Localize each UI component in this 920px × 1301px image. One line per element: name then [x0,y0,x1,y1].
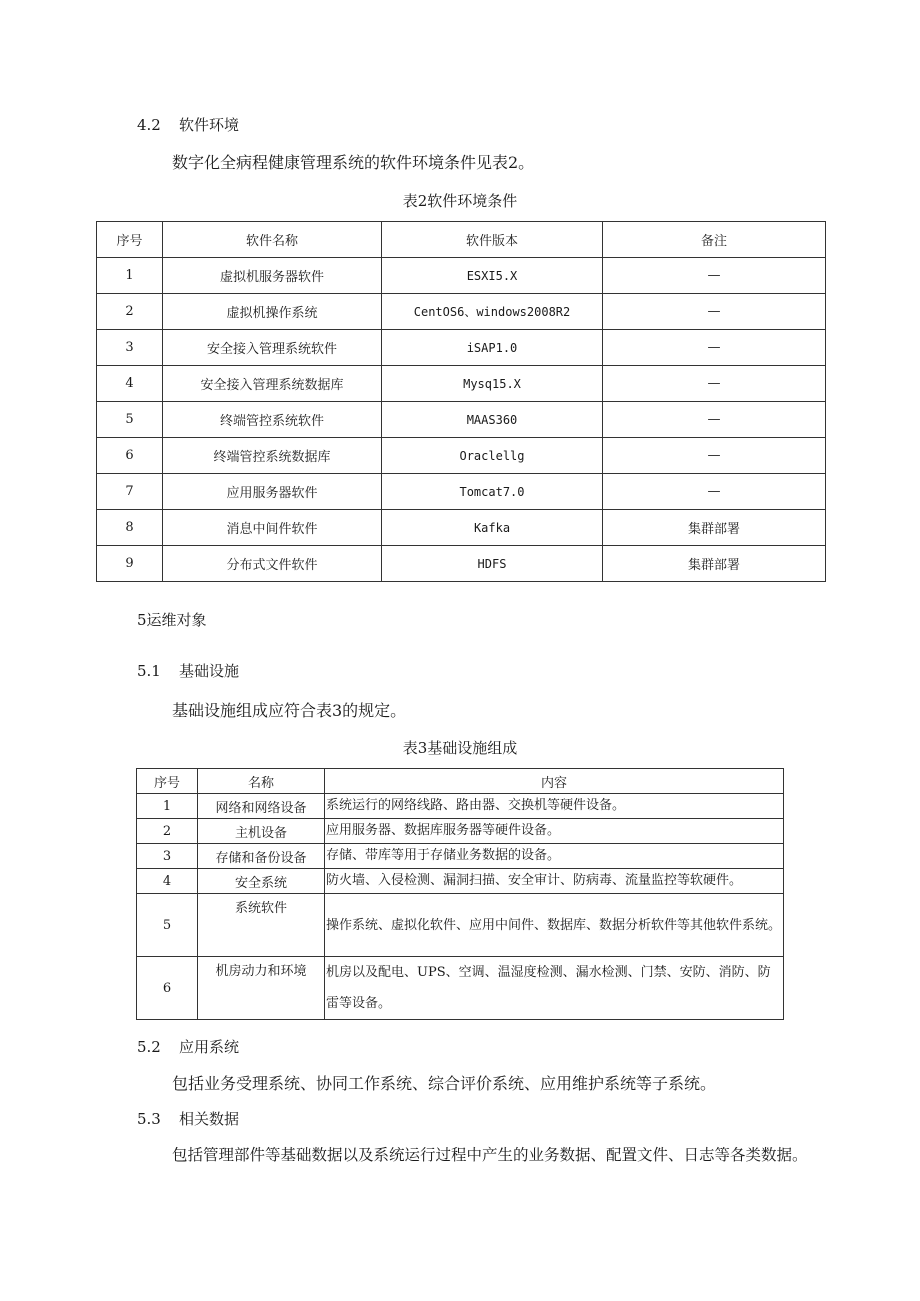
table-cell: Mysq15.X [382,366,603,402]
section-number: 5.2 [137,1038,161,1056]
paragraph-5-2: 包括业务受理系统、协同工作系统、综合评价系统、应用维护系统等子系统。 [172,1074,717,1093]
table-cell: Kafka [382,510,603,546]
table-cell: 存储、带库等用于存储业务数据的设备。 [325,844,784,869]
paragraph-5-3: 包括管理部件等基础数据以及系统运行过程中产生的业务数据、配置文件、日志等各类数据。 [172,1146,808,1164]
table-cell: 2 [137,819,198,844]
table-cell: 安全接入管理系统数据库 [163,366,382,402]
table-cell: 虚拟机操作系统 [163,294,382,330]
table-cell: 4 [137,869,198,894]
table-cell: ESXI5.X [382,258,603,294]
table-cell: 应用服务器软件 [163,474,382,510]
table-row [137,819,784,844]
infrastructure-table [136,768,784,1020]
table-cell: Oraclellg [382,438,603,474]
table-cell: 3 [137,844,198,869]
table-cell: 分布式文件软件 [163,546,382,582]
table-cell: 6 [137,957,198,1020]
table-cell: 集群部署 [603,546,826,582]
section-title: 相关数据 [179,1110,240,1128]
table-cell: — [603,330,826,366]
table-cell: 安全接入管理系统软件 [163,330,382,366]
table-cell: 机房以及配电、UPS、空调、温湿度检测、漏水检测、门禁、安防、消防、防雷等设备。 [325,957,784,1020]
table-cell: 虚拟机服务器软件 [163,258,382,294]
section-heading-4-2 [137,114,239,135]
table-cell: 防火墙、入侵检测、漏洞扫描、安全审计、防病毒、流量监控等软硬件。 [325,869,784,894]
table-row [97,330,826,366]
section-title: 应用系统 [179,1038,240,1056]
table-cell: 5 [137,894,198,957]
table-row [97,546,826,582]
table-row [97,474,826,510]
section-heading-5-3 [137,1108,239,1129]
table2-caption: 表2软件环境条件 [402,192,518,210]
header-cell: 内容 [325,769,784,794]
header-cell: 软件版本 [382,222,603,258]
header-cell: 备注 [603,222,826,258]
table-cell: — [603,438,826,474]
header-cell: 序号 [97,222,163,258]
table-cell: — [603,294,826,330]
table-cell: 终端管控系统软件 [163,402,382,438]
table-cell: CentOS6、windows2008R2 [382,294,603,330]
table-cell: 7 [97,474,163,510]
table3-caption: 表3基础设施组成 [402,739,518,757]
table-cell: 4 [97,366,163,402]
table-cell: iSAP1.0 [382,330,603,366]
table-cell: 9 [97,546,163,582]
table-cell: MAAS360 [382,402,603,438]
table-cell: HDFS [382,546,603,582]
section-title: 软件环境 [179,116,240,134]
table-row [97,366,826,402]
table-row [97,402,826,438]
table-cell: — [603,366,826,402]
table-cell: 机房动力和环境 [198,957,325,1020]
table-cell: 消息中间件软件 [163,510,382,546]
table-row [137,894,784,957]
section-title: 基础设施 [179,662,240,680]
table-header-row [137,769,784,794]
table-cell: 应用服务器、数据库服务器等硬件设备。 [325,819,784,844]
table-cell: 操作系统、虚拟化软件、应用中间件、数据库、数据分析软件等其他软件系统。 [325,894,784,957]
table-cell: 6 [97,438,163,474]
table-row [97,510,826,546]
table-cell: 安全系统 [198,869,325,894]
table-cell: 系统软件 [198,894,325,957]
table-cell: 1 [97,258,163,294]
table-cell: Tomcat7.0 [382,474,603,510]
table-cell: 终端管控系统数据库 [163,438,382,474]
software-environment-table [96,221,826,582]
table-cell: 系统运行的网络线路、路由器、交换机等硬件设备。 [325,794,784,819]
paragraph-intro-5-1: 基础设施组成应符合表3的规定。 [172,701,407,720]
table-cell: 1 [137,794,198,819]
table-cell: — [603,402,826,438]
table-row [137,957,784,1020]
section-number: 4.2 [137,116,161,134]
table-cell: — [603,474,826,510]
table-cell: 网络和网络设备 [198,794,325,819]
table-row [137,844,784,869]
table-cell: 存储和备份设备 [198,844,325,869]
table-cell: 8 [97,510,163,546]
table-cell: — [603,258,826,294]
table-cell: 主机设备 [198,819,325,844]
section-number: 5.1 [137,662,161,680]
table-header-row [97,222,826,258]
table-cell: 5 [97,402,163,438]
section-heading-5-1 [137,660,239,681]
table-cell: 3 [97,330,163,366]
table-row [137,794,784,819]
header-cell: 名称 [198,769,325,794]
table-row [97,438,826,474]
table-row [97,294,826,330]
header-cell: 软件名称 [163,222,382,258]
section-heading-5-2 [137,1036,239,1057]
paragraph-intro-4-2: 数字化全病程健康管理系统的软件环境条件见表2。 [172,153,535,172]
header-cell: 序号 [137,769,198,794]
table-cell: 2 [97,294,163,330]
table-row [137,869,784,894]
table-cell: 集群部署 [603,510,826,546]
table-row [97,258,826,294]
section-heading-5: 5运维对象 [137,611,207,629]
section-number: 5.3 [137,1110,161,1128]
